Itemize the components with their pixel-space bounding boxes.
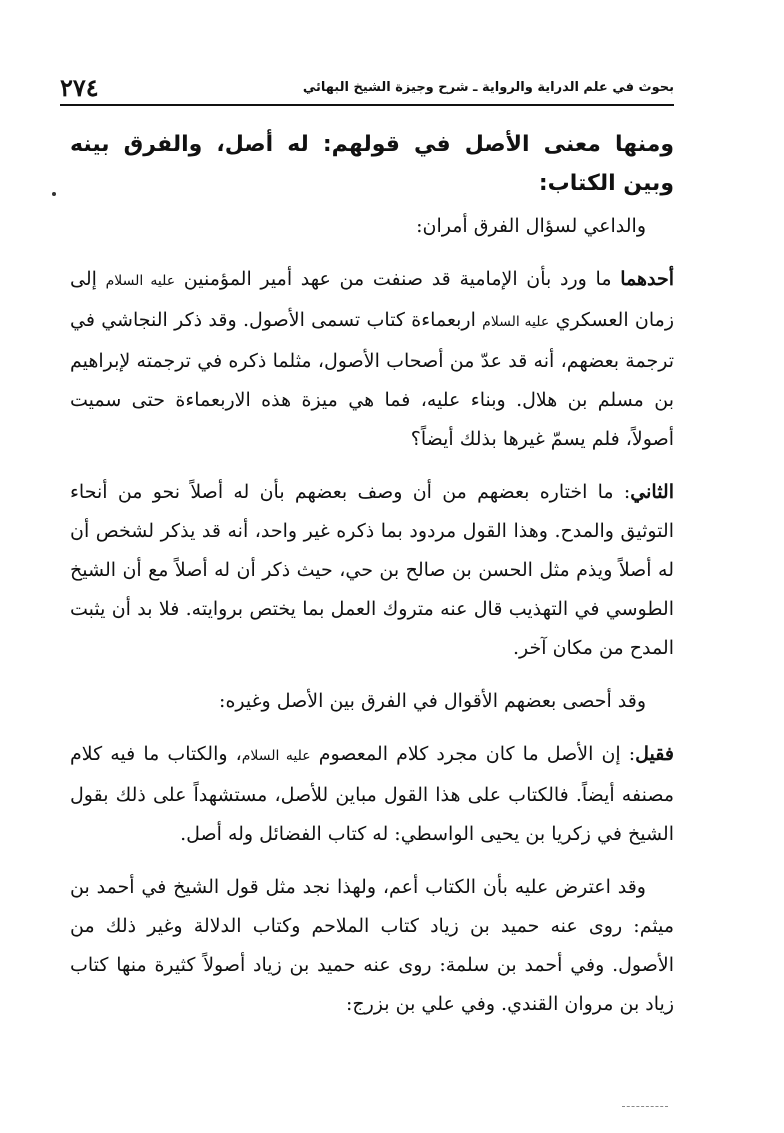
- paragraph-lead: الثاني: [630, 481, 674, 503]
- margin-dot: [52, 192, 56, 196]
- paragraph-second-reason: [70, 473, 674, 668]
- paragraph-first-reason: [70, 260, 674, 459]
- footer-dash: [622, 1106, 668, 1107]
- honorific-symbol: عليه السلام: [482, 314, 550, 330]
- paragraph-text: ما ورد بأن الإمامية قد صنفت من عهد أمير المؤمنين: [175, 268, 621, 290]
- paragraph-text: اربعماءة كتاب تسمى الأصول. وقد ذكر النجاشي في ترجمة بعضهم، أنه قد عدّ من أصحاب الأصول، مثلما ذكره في ترجمته لإبراهيم بن مسلم بن هلال. وبناء عليه، فما هي ميزة هذه الاربعماءة حتى سميت أصولاً، فلم يسمّ غيرها بذلك أيضاً؟: [70, 309, 674, 450]
- intro-paragraph: والداعي لسؤال الفرق أمران:: [416, 215, 646, 237]
- honorific-symbol: عليه السلام: [105, 273, 176, 289]
- paragraph-text: إلى زمان العسكري: [70, 268, 674, 331]
- paragraph-text: : ما اختاره بعضهم من أن وصف بعضهم بأن له أصلاً نحو من أنحاء التوثيق والمدح. وهذا القول مردود بما ذكره غير واحد، أنه قد يذكر لشخص أن له أصلاً ويذم مثل الحسن بن صالح بن حي، حيث ذكر أن له أصلاً مع أن الشيخ الطوسي في التهذيب قال عنه متروك العمل بما يختص بروايته. فلا بد أن يثبت المدح من مكان آخر.: [70, 481, 674, 659]
- paragraph-first-opinion: [70, 735, 674, 854]
- running-title: بحوث في علم الدراية والرواية ـ شرح وجيزة الشيخ البهائي: [302, 79, 674, 95]
- paragraph-text: : إن الأصل ما كان مجرد كلام المعصوم: [310, 743, 636, 765]
- honorific-symbol: عليه السلام: [241, 748, 311, 764]
- paragraph-text: ، والكتاب ما فيه كلام مصنفه أيضاً. فالكتاب على هذا القول مباين للأصل، مستشهداً على ذلك بقول الشيخ في زكريا بن يحيى الواسطي: له كتاب الفضائل وله أصل.: [70, 743, 674, 845]
- page-header: [60, 70, 674, 106]
- section-heading: ومنها معنى الأصل في قولهم: له أصل، والفرق بينه وبين الكتاب:: [70, 132, 674, 196]
- paragraph-lead: أحدهما: [620, 268, 674, 290]
- paragraph-lead: فقيل: [635, 743, 674, 765]
- paragraph-enumeration: وقد أحصى بعضهم الأقوال في الفرق بين الأصل وغيره:: [219, 690, 646, 712]
- paragraph-objection: وقد اعترض عليه بأن الكتاب أعم، ولهذا نجد مثل قول الشيخ في أحمد بن ميثم: روى عنه حميد بن زياد كتاب الملاحم وكتاب الدلالة وغير ذلك من الأصول. وفي أحمد بن سلمة: روى عنه حميد بن زياد أصولاً كثيرة منها كتاب زياد بن مروان القندي. وفي علي بن بزرج:: [70, 876, 674, 1015]
- page-body: [70, 125, 674, 1038]
- page-number: ٢٧٤: [60, 72, 99, 102]
